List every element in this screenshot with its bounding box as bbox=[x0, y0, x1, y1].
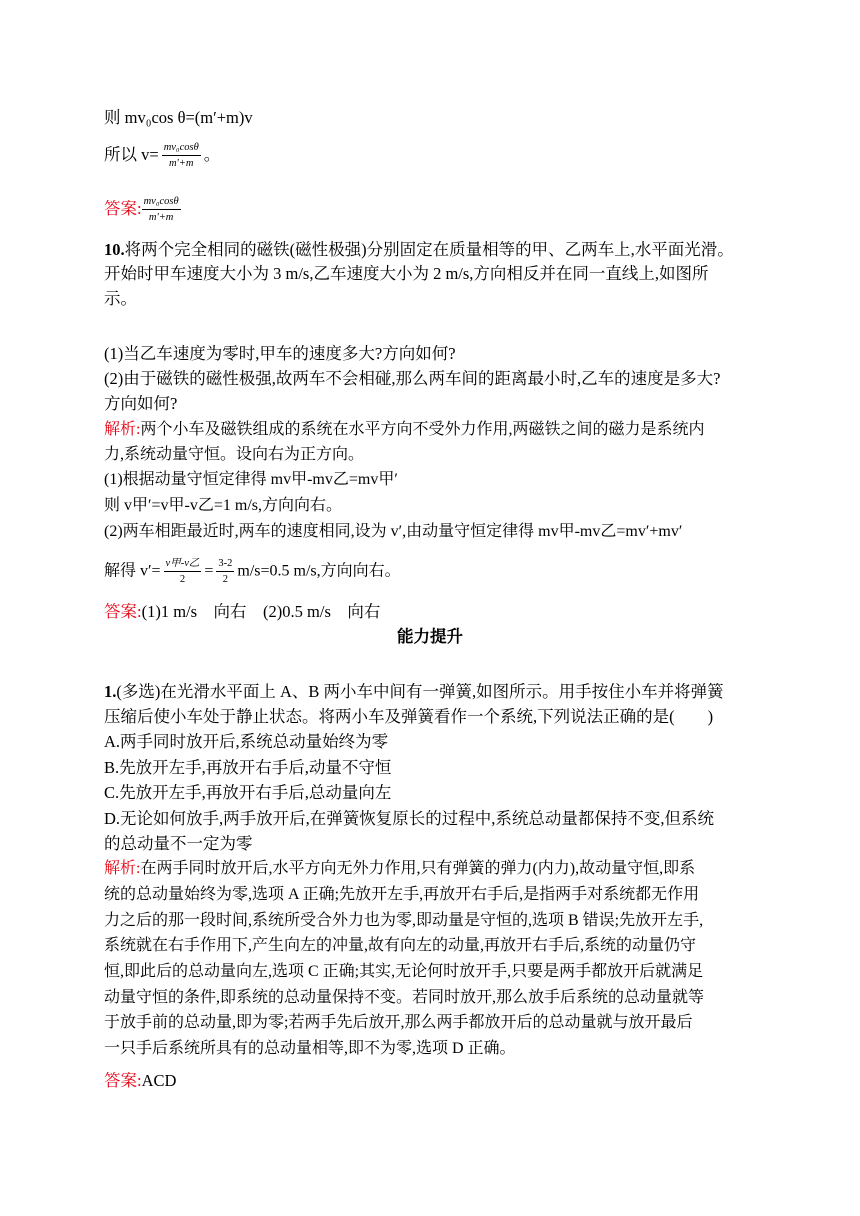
equals-sign: = bbox=[204, 562, 214, 580]
result-line bbox=[104, 142, 220, 170]
section-heading: 能力提升 bbox=[397, 628, 463, 646]
result-suffix: 。 bbox=[203, 144, 221, 164]
q1-analysis-line-6: 动量守恒的条件,即系统的总动量保持不变。若同时放开,那么放手后系统的总动量就等 bbox=[104, 989, 705, 1006]
fraction-numerator: mv₀cosθ bbox=[142, 196, 181, 210]
q10-analysis-line-6 bbox=[104, 558, 401, 586]
answer-line bbox=[104, 196, 184, 224]
q1-stem-line-2: 压缩后使小车处于静止状态。将两小车及弹簧看作一个系统,下列说法正确的是( ) bbox=[104, 707, 714, 726]
fraction-denominator: 2 bbox=[222, 574, 229, 585]
answer-text: (1)1 m/s 向右 (2)0.5 m/s 向右 bbox=[141, 602, 381, 621]
numeric-fraction bbox=[216, 558, 234, 586]
q1-option-b: B.先放开左手,再放开右手后,动量不守恒 bbox=[104, 758, 392, 777]
analysis-text: 两个小车及磁铁组成的系统在水平方向不受外力作用,两磁铁之间的磁力是系统内 bbox=[140, 421, 705, 438]
fraction-denominator: m'+m bbox=[148, 212, 174, 223]
q10-stem-line-1 bbox=[104, 238, 734, 262]
q1-number: 1. bbox=[104, 682, 117, 701]
fraction-denominator: m'+m bbox=[168, 158, 194, 169]
fraction-numerator: mv₀cosθ bbox=[162, 142, 201, 156]
q10-sub-question-1: (1)当乙车速度为零时,甲车的速度多大?方向如何? bbox=[104, 344, 456, 363]
fraction-denominator: 2 bbox=[179, 574, 186, 585]
analysis-label: 解析: bbox=[104, 421, 141, 438]
fraction-numerator: 3-2 bbox=[216, 558, 234, 572]
q10-analysis-line-5: (2)两车相距最近时,两车的速度相同,设为 v′,由动量守恒定律得 mv甲-mv乙=mv′+mv′ bbox=[104, 523, 683, 540]
q1-option-c: C.先放开左手,再放开右手后,总动量向左 bbox=[104, 783, 392, 802]
answer-text: ACD bbox=[141, 1071, 177, 1090]
analysis-label: 解析: bbox=[104, 860, 141, 877]
q1-analysis-line-3: 力之后的那一段时间,系统所受合外力也为零,即动量是守恒的,选项 B 错误;先放开左手, bbox=[104, 912, 704, 929]
q1-option-a: A.两手同时放开后,系统总动量始终为零 bbox=[104, 732, 389, 751]
q10-analysis-line-4: 则 v甲′=v甲-v乙=1 m/s,方向向右。 bbox=[104, 497, 342, 514]
analysis-text: 在两手同时放开后,水平方向无外力作用,只有弹簧的弹力(内力),故动量守恒,即系 bbox=[140, 860, 696, 877]
q10-sub-question-2a: (2)由于磁铁的磁性极强,故两车不会相碰,那么两车间的距离最小时,乙车的速度是多大? bbox=[104, 369, 721, 388]
q10-sub-question-2b: 方向如何? bbox=[104, 394, 178, 413]
fraction-numerator: v甲-v乙 bbox=[164, 558, 202, 572]
q1-analysis-line-7: 于放手前的总动量,即为零;若两手先后放开,那么两手都放开后的总动量就与放开最后 bbox=[104, 1014, 693, 1031]
q1-stem-text: (多选)在光滑水平面上 A、B 两小车中间有一弹簧,如图所示。用手按住小车并将弹簧 bbox=[116, 682, 724, 701]
q10-stem-line-2: 开始时甲车速度大小为 3 m/s,乙车速度大小为 2 m/s,方向相反并在同一直线上,如图所 bbox=[104, 264, 709, 283]
q1-answer-line bbox=[104, 1069, 176, 1093]
q10-stem-text: 将两个完全相同的磁铁(磁性极强)分别固定在质量相等的甲、乙两车上,水平面光滑。 bbox=[124, 240, 734, 259]
q1-analysis-line-8: 一只手后系统所具有的总动量相等,即不为零,选项 D 正确。 bbox=[104, 1040, 516, 1057]
velocity-fraction bbox=[164, 558, 202, 586]
q10-number: 10. bbox=[104, 240, 125, 259]
q1-option-d-line-2: 的总动量不一定为零 bbox=[104, 834, 253, 853]
solve-suffix: m/s=0.5 m/s,方向向右。 bbox=[237, 562, 401, 580]
equation-line: 则 mv₀cos θ=(m′+m)v bbox=[104, 108, 253, 127]
q10-stem-line-3: 示。 bbox=[104, 289, 137, 308]
q1-analysis-line-2: 统的总动量始终为零,选项 A 正确;先放开左手,再放开右手后,是指两手对系统都无作用 bbox=[104, 886, 700, 903]
q1-analysis-line-4: 系统就在右手作用下,产生向左的冲量,故有向左的动量,再放开右手后,系统的动量仍守 bbox=[104, 937, 697, 954]
answer-label: 答案: bbox=[104, 1071, 142, 1090]
q1-analysis-line-1 bbox=[104, 857, 695, 881]
q10-analysis-line-3: (1)根据动量守恒定律得 mv甲-mv乙=mv甲′ bbox=[104, 471, 398, 488]
result-prefix: 所以 v= bbox=[104, 144, 159, 164]
q10-analysis-line-2: 力,系统动量守恒。设向右为正方向。 bbox=[104, 446, 365, 463]
answer-label: 答案: bbox=[104, 602, 142, 621]
answer-label: 答案: bbox=[104, 198, 142, 218]
q1-option-d-line-1: D.无论如何放手,两手放开后,在弹簧恢复原长的过程中,系统总动量都保持不变,但系统 bbox=[104, 809, 715, 828]
result-fraction bbox=[162, 142, 201, 170]
q10-analysis-line-1 bbox=[104, 418, 704, 442]
q10-answer-line bbox=[104, 600, 380, 624]
answer-fraction bbox=[142, 196, 181, 224]
q1-stem-line-1 bbox=[104, 680, 724, 704]
q1-analysis-line-5: 恒,即此后的总动量向左,选项 C 正确;其实,无论何时放开手,只要是两手都放开后就满足 bbox=[104, 963, 704, 980]
solve-prefix: 解得 v′= bbox=[104, 562, 161, 580]
